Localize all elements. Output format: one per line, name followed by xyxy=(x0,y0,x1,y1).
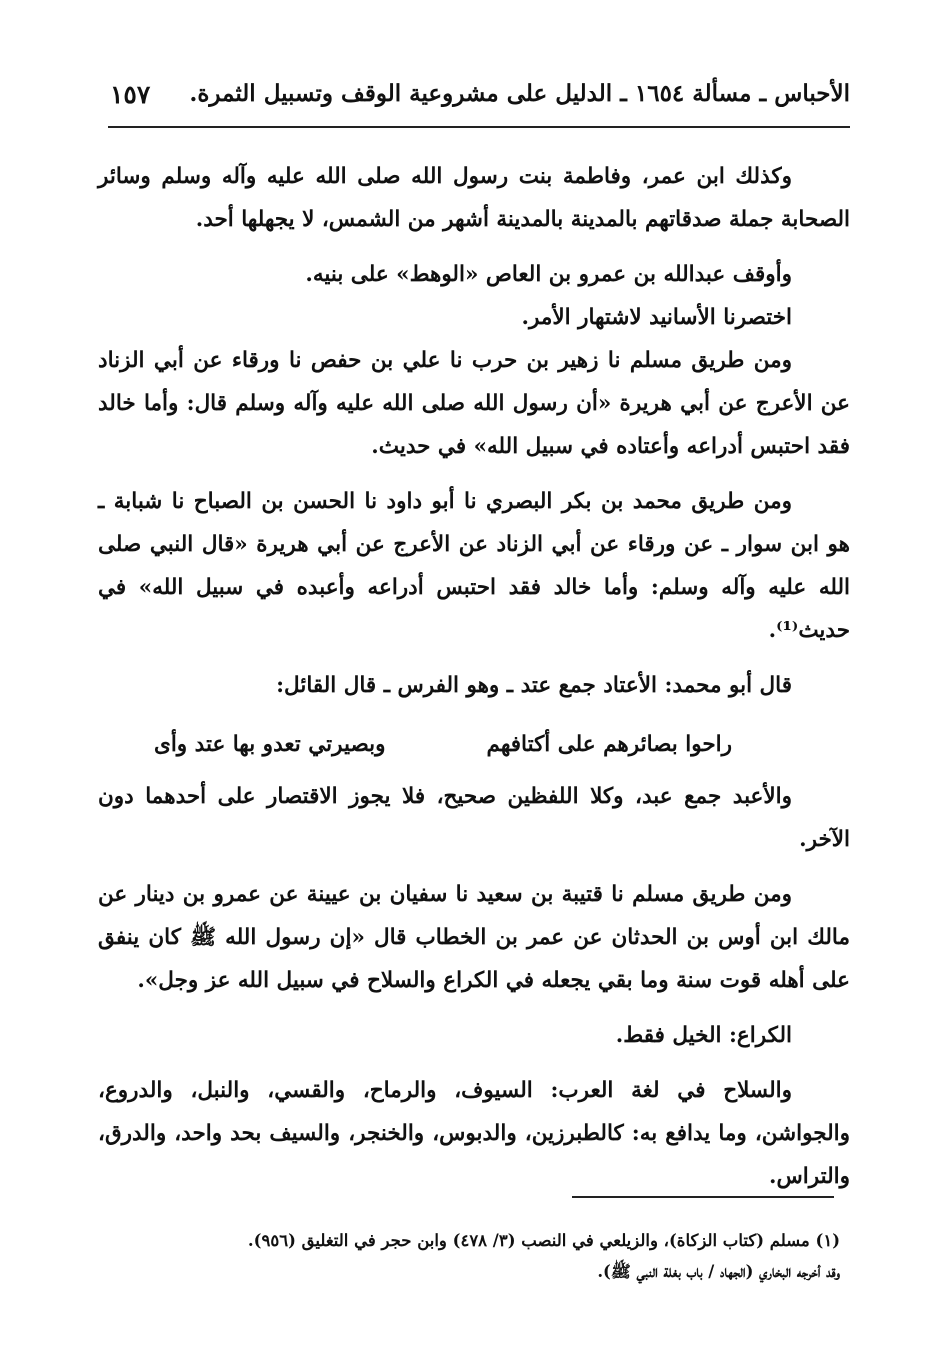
verse-second-hemistich: وبصيرتي تعدو بها عتد وأى xyxy=(154,732,386,757)
paragraph-8: ومن طريق مسلم نا قتيبة بن سعيد نا سفيان بن عيينة عن عمرو بن دينار عن مالك ابن أوس بن الحدثان عن عمر بن الخطاب قال «إن رسول الله ﷺ كان ينفق على أهله قوت سنة وما بقي يجعله في الكراع والسلاح في سبيل الله عز وجل». xyxy=(98,882,850,993)
verse-first-hemistich: راحوا بصائرهم على أكتافهم xyxy=(486,732,732,757)
footnotes xyxy=(150,1225,840,1287)
page-number: ١٥٧ xyxy=(110,80,151,109)
paragraph-1: وكذلك ابن عمر، وفاطمة بنت رسول الله صلى الله عليه وآله وسلم وسائر الصحابة جملة صدقاتهم بالمدينة بالمدينة أشهر من الشمس، لا يجهلها أحد. xyxy=(98,164,850,232)
header-divider xyxy=(108,126,850,128)
paragraph-7: والأعبد جمع عبد، وكلا اللفظين صحيح، فلا يجوز الاقتصار على أحدهما دون الآخر. xyxy=(98,784,850,852)
paragraph-2: وأوقف عبدالله بن عمرو بن العاص «الوهط» على بنيه. xyxy=(305,262,792,287)
main-text xyxy=(98,155,850,1198)
header-title: الأحباس ـ مسألة ١٦٥٤ ـ الدليل على مشروعية الوقف وتسبيل الثمرة. xyxy=(189,80,850,107)
paragraph-3: اختصرنا الأسانيد لاشتهار الأمر. xyxy=(521,305,792,330)
paragraph-4: ومن طريق مسلم نا زهير بن حرب نا علي بن حفص نا ورقاء عن أبي الزناد عن الأعرج عن أبي هريرة «أن رسول الله صلى الله عليه وآله وسلم قال: وأما خالد فقد احتبس أدراعه وأعتاده في سبيل الله» في حديث. xyxy=(98,348,850,459)
footnote-divider xyxy=(572,1196,834,1198)
running-header xyxy=(110,74,850,120)
footnote-1-continuation: وقد أخرجه البخاري (الجهاد / باب بغلة النبي ﷺ). xyxy=(597,1262,840,1281)
paragraph-6: قال أبو محمد: الأعتاد جمع عتد ـ وهو الفرس ـ قال القائل: xyxy=(276,673,792,698)
paragraph-5: ومن طريق محمد بن بكر البصري نا أبو داود نا الحسن بن الصباح نا شبابة ـ هو ابن سوار ـ عن ورقاء عن أبي الزناد عن الأعرج عن أبي هريرة «قال النبي صلى الله عليه وآله وسلم: وأما خالد فقد احتبس أدراعه وأعبده في سبيل الله» في حديث⁽¹⁾. xyxy=(98,489,850,643)
footnote-1: (١) مسلم (كتاب الزكاة)، والزيلعي في النصب (٣/ ٤٧٨) وابن حجر في التغليق (٩٥٦). xyxy=(247,1231,840,1250)
paragraph-9: الكراع: الخيل فقط. xyxy=(615,1023,792,1048)
poetry-verse xyxy=(98,717,850,775)
paragraph-10: والسلاح في لغة العرب: السيوف، والرماح، والقسي، والنبل، والدروع، والجواشن، وما يدافع به: كالطبرزين، والدبوس، والخنجر، والسيف بحد واحد، والدرق، والتراس. xyxy=(98,1078,850,1189)
